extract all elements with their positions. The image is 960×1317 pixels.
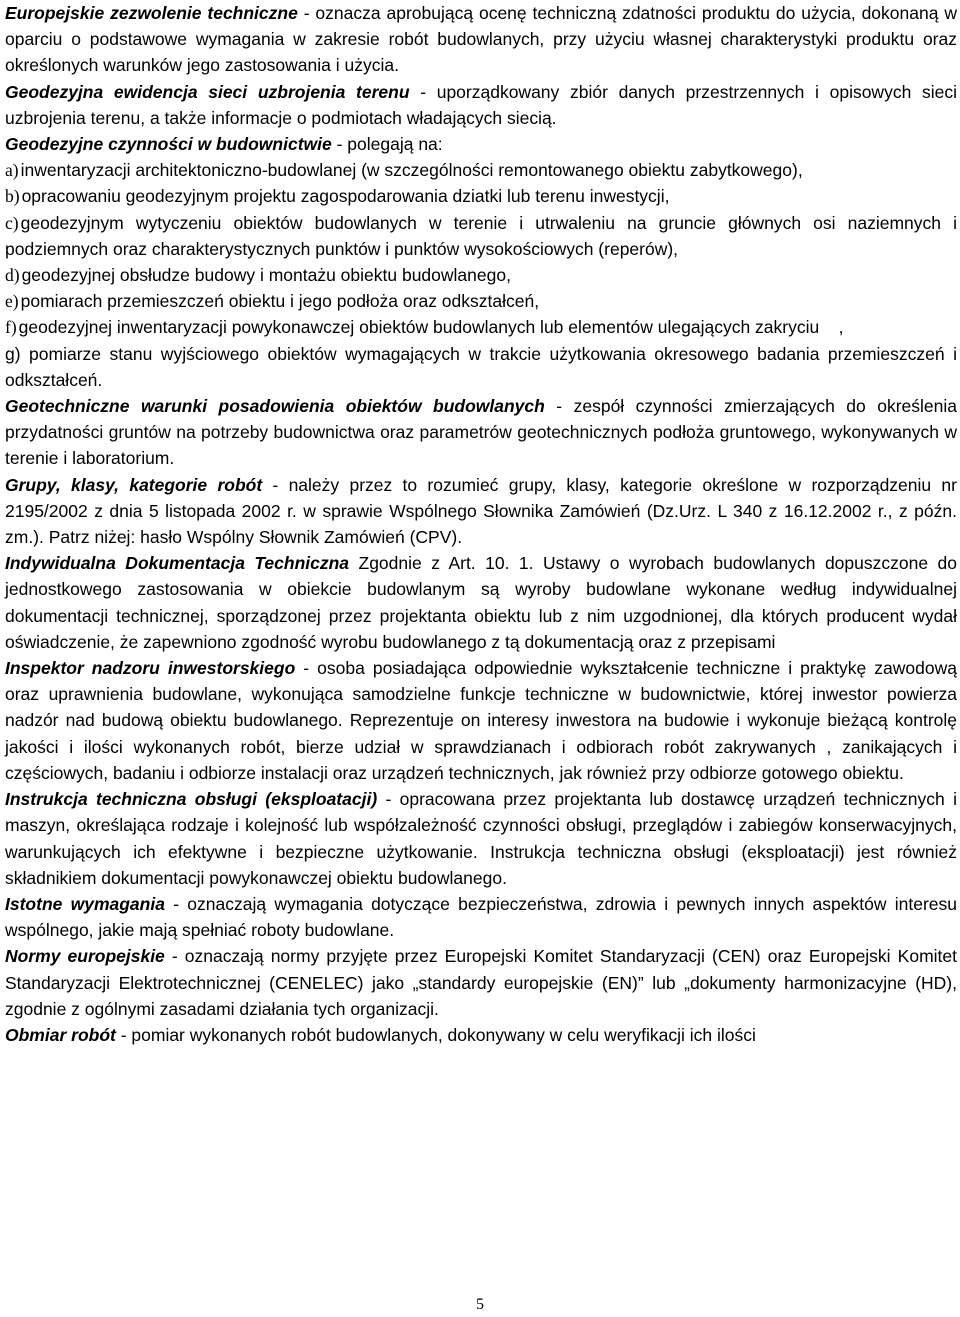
- entry-europejskie-zezwolenie: [5, 0, 957, 79]
- geodezyjne-list: [5, 157, 957, 393]
- list-item-text: pomiarach przemieszczeń obiektu i jego podłoża oraz odkształceń,: [20, 291, 540, 312]
- definition-text: - należy przez to rozumieć grupy, klasy, kategorie określone w rozporządzeniu nr 2195/2002 z dnia 5 listopada 2002 r. w sprawie Wspólnego Słownika Zamówień (Dz.Urz. L 340 z 16.12.2002 r., z późn. zm.). Patrz niżej: hasło Wspólny Słownik Zamówień (CPV).: [5, 474, 957, 548]
- document-page: [5, 0, 957, 1048]
- entry-istotne-wymagania: [5, 891, 957, 943]
- list-item: [5, 157, 957, 183]
- term-heading: Geotechniczne warunki posadowienia obiektów budowlanych: [5, 396, 545, 417]
- entry-geodezyjne-czynnosci: [5, 131, 957, 157]
- list-marker: c): [5, 212, 19, 233]
- term-heading: Europejskie zezwolenie techniczne: [5, 3, 298, 23]
- term-heading: Instrukcja techniczna obsługi (eksploatacji): [5, 789, 378, 810]
- definition-text: - oznacza aprobującą ocenę techniczną zdatności produktu do użycia, dokonaną w oparciu o podstawowe wymagania w zakresie robót budowlanych, przy użyciu własnej charakterystyki produktu oraz określonych warunków jego zastosowania i użycia.: [5, 3, 957, 76]
- entry-geodezyjna-ewidencja: [5, 79, 957, 131]
- term-heading: Istotne wymagania: [5, 893, 165, 914]
- term-heading: Indywidualna Dokumentacja Techniczna: [5, 553, 350, 574]
- list-item-text: geodezyjnej obsłudze budowy i montażu obiektu budowlanego,: [21, 265, 511, 286]
- list-item-text: geodezyjnym wytyczeniu obiektów budowlanych w terenie i utrwaleniu na gruncie głównych osi naziemnych i podziemnych oraz charakterystycznych punktów i punktów wysokościowych (reperów),: [5, 212, 957, 259]
- list-item: g) pomiarze stanu wyjściowego obiektów wymagających w trakcie użytkowania okresowego badania przemieszczeń i odkształceń.: [5, 343, 957, 390]
- list-item: [5, 314, 957, 340]
- definition-text: Zgodnie z Art. 10. 1. Ustawy o wyrobach budowlanych dopuszczone do jednostkowego zastosowania w obiekcie budowlanym są wyroby budowlane wykonane według indywidualnej dokumentacji technicznej, sporządzonej przez projektanta obiektu lub z nim uzgodnionej, dla których producent wydał oświadczenie, że zapewniono zgodność wyrobu budowlanego z tą dokumentacją oraz z przepisami: [5, 553, 958, 652]
- list-marker: d): [5, 265, 20, 286]
- list-item: [5, 288, 957, 314]
- entry-geotechniczne-warunki: [5, 393, 957, 472]
- entry-indywidualna-dokumentacja: [5, 550, 957, 655]
- list-item: [5, 262, 957, 288]
- term-heading: Geodezyjne czynności w budownictwie: [5, 134, 332, 155]
- definition-text: - zespół czynności zmierzających do określenia przydatności gruntów na potrzeby budownictwa oraz parametrów geotechnicznych podłoża gruntowego, wykonywanych w terenie i laboratorium.: [5, 396, 957, 469]
- definition-text: - oznaczają normy przyjęte przez Europejski Komitet Standaryzacji (CEN) oraz Europejski Komitet Standaryzacji Elektrotechnicznej (CENELEC) jako „standardy europejskie (EN)” lub „dokumenty harmonizacyjne (HD), zgodnie z ogólnymi zasadami działania tych organizacji.: [5, 946, 957, 1019]
- term-heading: Geodezyjna ewidencja sieci uzbrojenia terenu: [5, 81, 410, 102]
- list-marker: b): [5, 186, 20, 207]
- definition-text: - opracowana przez projektanta lub dostawcę urządzeń technicznych i maszyn, określająca rodzaje i kolejność lub współzależność czynności obsługi, przeglądów i zabiegów konserwacyjnych, warunkujących ich efektywne i bezpieczne użytkowanie. Instrukcja techniczna obsługi (eksploatacji) jest również składnikiem dokumentacji powykonawczej obiektu budowlanego.: [5, 789, 957, 888]
- list-item: [5, 210, 957, 262]
- list-marker: a): [5, 160, 19, 181]
- page-number: 5: [476, 1296, 484, 1313]
- definition-text: - polegają na:: [331, 134, 443, 155]
- entry-grupy-klasy-kategorie: [5, 472, 957, 551]
- term-heading: Grupy, klasy, kategorie robót: [5, 474, 263, 495]
- entry-obmiar-robot: [5, 1022, 957, 1048]
- list-item-text: opracowaniu geodezyjnym projektu zagospodarowania dziatki lub terenu inwestycji,: [21, 186, 670, 207]
- entry-instrukcja-techniczna: [5, 786, 957, 891]
- list-item-text: inwentaryzacji architektoniczno-budowlanej (w szczególności remontowanego obiektu zabytkowego),: [20, 160, 803, 181]
- definition-text: - oznaczają wymagania dotyczące bezpieczeństwa, zdrowia i pewnych innych aspektów interesu wspólnego, jakie mają spełniać roboty budowlane.: [5, 893, 957, 941]
- term-heading: Normy europejskie: [5, 946, 165, 967]
- entry-normy-europejskie: [5, 943, 957, 1022]
- list-item: [5, 183, 957, 209]
- list-marker: f): [5, 317, 17, 338]
- definition-text: - osoba posiadająca odpowiednie wykształcenie techniczne i praktykę zawodową oraz uprawnienia budowlane, wykonująca samodzielne funkcje techniczne w budownictwie, której inwestor powierza nadzór nad budową obiektu budowlanego. Reprezentuje on interesy inwestora na budowie i wykonuje bieżącą kontrolę jakości i ilości wykonanych robót, bierze udział w sprawdzianach i odbiorach robót zakrywanych , zanikających i częściowych, badaniu i odbiorze instalacji oraz urządzeń technicznych, jak również przy odbiorze gotowego obiektu.: [5, 658, 957, 783]
- definition-text: - pomiar wykonanych robót budowlanych, dokonywany w celu weryfikacji ich ilości: [115, 1024, 756, 1045]
- entry-inspektor-nadzoru: [5, 655, 957, 786]
- list-marker: e): [5, 291, 19, 312]
- term-heading: Obmiar robót: [5, 1024, 116, 1045]
- definition-text: - uporządkowany zbiór danych przestrzennych i opisowych sieci uzbrojenia terenu, a także informacje o podmiotach władających siecią.: [5, 81, 957, 128]
- list-item-text: geodezyjnej inwentaryzacji powykonawczej obiektów budowlanych lub elementów ulegających zakryciu ,: [18, 317, 844, 338]
- term-heading: Inspektor nadzoru inwestorskiego: [5, 658, 296, 679]
